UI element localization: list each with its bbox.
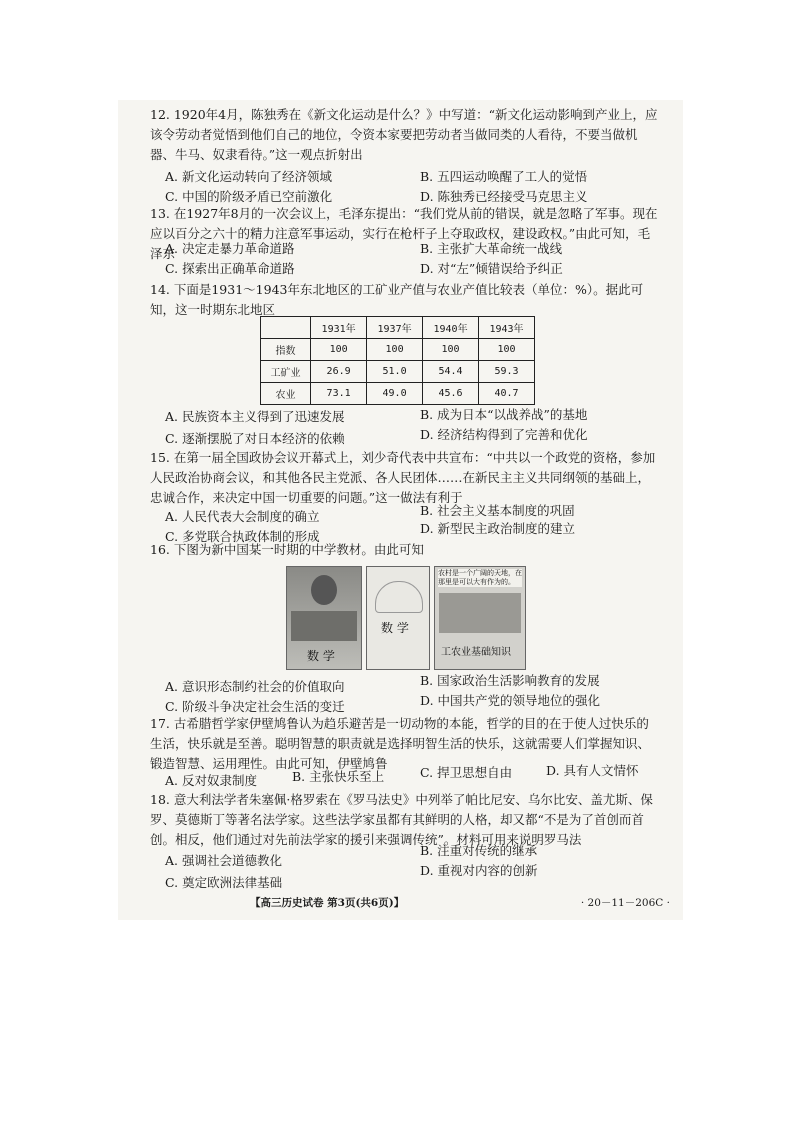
q15-option-b: B. 社会主义基本制度的巩固 — [420, 503, 575, 518]
q16-option-b: B. 国家政治生活影响教育的发展 — [420, 673, 600, 688]
q17-option-a: A. 反对奴隶制度 — [165, 773, 257, 788]
footer-code: · 20－11－206C · — [580, 897, 670, 909]
q15-option-a: A. 人民代表大会制度的确立 — [165, 509, 320, 524]
workers-illustration — [439, 593, 521, 633]
q13-option-d: D. 对“左”倾错误给予纠正 — [420, 261, 563, 276]
table-header-cell: 1937年 — [367, 317, 423, 339]
illustration-image — [291, 611, 357, 641]
table-cell: 100 — [367, 339, 423, 361]
q14-option-d: D. 经济结构得到了完善和优化 — [420, 427, 588, 442]
q15-option-d: D. 新型民主政治制度的建立 — [420, 521, 576, 536]
q13-option-b: B. 主张扩大革命统一战线 — [420, 241, 563, 256]
question-17-stem: 17. 古希腊哲学家伊壁鸠鲁认为趋乐避苦是一切动物的本能，哲学的目的在于使人过快乐的生活，快乐就是至善。聪明智慧的职责就是选择明智生活的快乐，这就需要人们掌握知识、锻造智慧、运用理性。由此可知，伊壁鸠鲁 — [150, 716, 651, 771]
portrait-image — [311, 575, 337, 605]
q12-option-b: B. 五四运动唤醒了工人的觉悟 — [420, 169, 588, 184]
question-14-stem: 14. 下面是1931～1943年东北地区的工矿业产值与农业产值比较表（单位：%）。据此可知，这一时期东北地区 — [150, 282, 644, 317]
q18-option-b: B. 注重对传统的继承 — [420, 843, 538, 858]
table-cell: 指数 — [261, 339, 311, 361]
table-cell: 40.7 — [479, 383, 535, 405]
q17-option-b: B. 主张快乐至上 — [292, 769, 385, 784]
question-16-stem: 16. 下图为新中国某一时期的中学教材。由此可知 — [150, 542, 424, 557]
table-cell: 59.3 — [479, 361, 535, 383]
q12-option-a: A. 新文化运动转向了经济领域 — [165, 169, 332, 184]
q16-option-c: C. 阶级斗争决定社会生活的变迁 — [165, 699, 345, 714]
q16-option-a: A. 意识形态制约社会的价值取向 — [165, 679, 345, 694]
question-18-stem: 18. 意大利法学者朱塞佩·格罗索在《罗马法史》中列举了帕比尼安、乌尔比安、盖尤斯、保罗、莫德斯丁等著名法学家。这些法学家虽都有其鲜明的人格，却又都“不是为了首创而首创。相反，他们通过对先前法学家的援引来强调传统”。材料可用来说明罗马法 — [150, 792, 653, 847]
math-textbook-cover-2 — [366, 566, 430, 670]
table-cell: 100 — [423, 339, 479, 361]
table-row — [261, 339, 535, 361]
q13-option-c: C. 探索出正确革命道路 — [165, 261, 295, 276]
q15-option-c: C. 多党联合执政体制的形成 — [165, 529, 320, 544]
output-comparison-table — [260, 316, 535, 405]
table-cell: 26.9 — [311, 361, 367, 383]
table-cell: 100 — [311, 339, 367, 361]
q13-option-a: A. 决定走暴力革命道路 — [165, 241, 295, 256]
q14-option-a: A. 民族资本主义得到了迅速发展 — [165, 409, 345, 424]
q12-option-d: D. 陈独秀已经接受马克思主义 — [420, 189, 588, 204]
table-header-row — [261, 317, 535, 339]
math-textbook-cover-1 — [286, 566, 362, 670]
pic2-title: 数 学 — [381, 621, 409, 635]
pic1-title: 数 学 — [307, 649, 335, 663]
table-cell: 49.0 — [367, 383, 423, 405]
q12-option-c: C. 中国的阶级矛盾已空前激化 — [165, 189, 333, 204]
q17-option-c: C. 捍卫思想自由 — [420, 765, 513, 780]
table-cell: 51.0 — [367, 361, 423, 383]
table-header-cell: 1940年 — [423, 317, 479, 339]
table-cell: 农业 — [261, 383, 311, 405]
table-cell: 54.4 — [423, 361, 479, 383]
question-13-stem: 13. 在1927年8月的一次会议上，毛泽东提出：“我们党从前的错误，就是忽略了军事。现在应以百分之六十的精力注意军事运动，实行在枪杆子上夺取政权，建设政权。”由此可知，毛泽东 — [150, 206, 658, 261]
q14-option-c: C. 逐渐摆脱了对日本经济的依赖 — [165, 431, 345, 446]
table-row — [261, 361, 535, 383]
table-cell: 45.6 — [423, 383, 479, 405]
q18-option-a: A. 强调社会道德教化 — [165, 853, 282, 868]
table-row — [261, 383, 535, 405]
pic3-caption: 农村是一个广阔的天地，在那里是可以大有作为的。 — [438, 569, 522, 586]
table-cell: 100 — [479, 339, 535, 361]
textbook-images — [286, 566, 616, 670]
table-header-cell: 1931年 — [311, 317, 367, 339]
agriculture-textbook-cover — [434, 566, 526, 670]
pic3-title: 工农业基础知识 — [441, 647, 511, 658]
question-15-stem: 15. 在第一届全国政协会议开幕式上，刘少奇代表中共宣布：“中共以一个政党的资格，参加人民政治协商会议，和其他各民主党派、各人民团体……在新民主主义共同纲领的基础上，忠诚合作，来决定中国一切重要的问题。”这一做法有利于 — [150, 450, 656, 505]
footer-page-label: 【高三历史试卷 第3页(共6页)】 — [250, 897, 405, 909]
sun-illustration — [375, 581, 423, 613]
q14-option-b: B. 成为日本“以战养战”的基地 — [420, 407, 588, 422]
question-12-stem: 12. 1920年4月，陈独秀在《新文化运动是什么？》中写道：“新文化运动影响到产业上，应该令劳动者觉悟到他们自己的地位，令资本家要把劳动者当做同类的人看待，不要当做机器、牛马、奴隶看待。”这一观点折射出 — [150, 107, 658, 162]
table-cell: 工矿业 — [261, 361, 311, 383]
table-header-cell: 1943年 — [479, 317, 535, 339]
q18-option-d: D. 重视对内容的创新 — [420, 863, 538, 878]
q16-option-d: D. 中国共产党的领导地位的强化 — [420, 693, 601, 708]
table-cell: 73.1 — [311, 383, 367, 405]
q17-option-d: D. 具有人文情怀 — [546, 763, 639, 778]
table-header-cell — [261, 317, 311, 339]
q18-option-c: C. 奠定欧洲法律基础 — [165, 875, 283, 890]
